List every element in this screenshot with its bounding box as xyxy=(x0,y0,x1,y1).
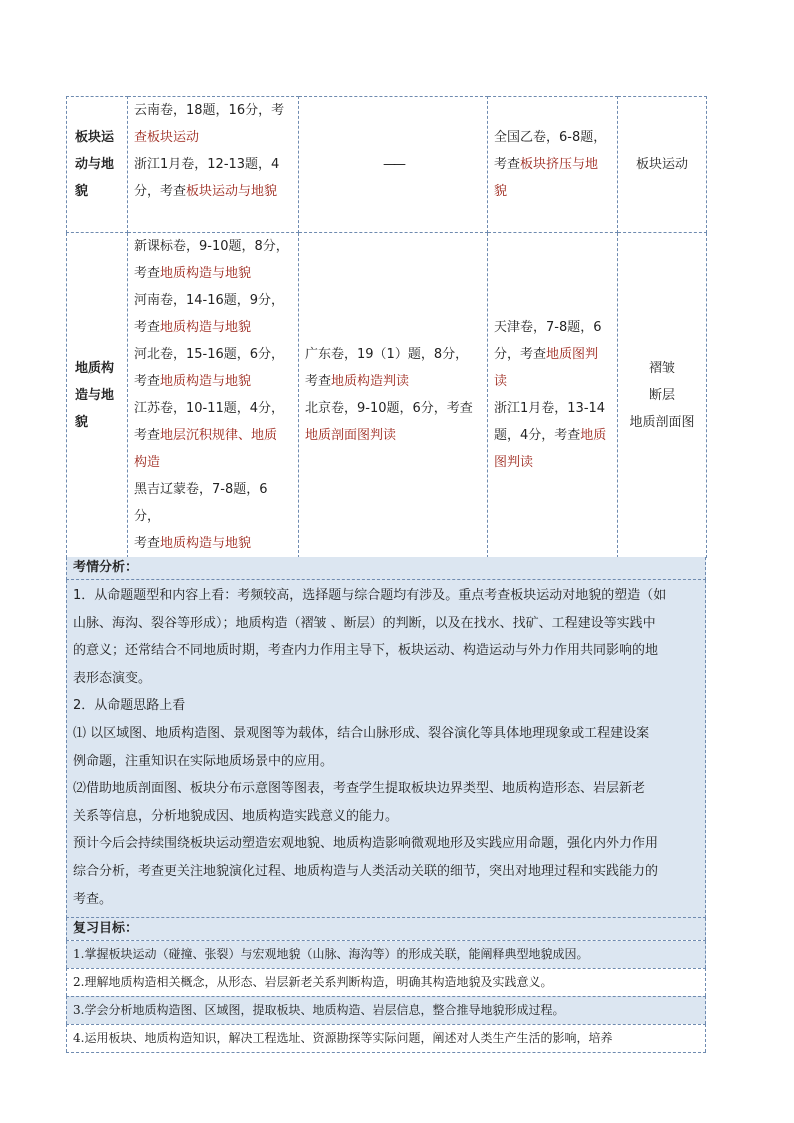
cell-line xyxy=(134,395,292,422)
cell-line xyxy=(305,341,481,368)
exam-list-cell xyxy=(299,233,488,558)
table-row xyxy=(67,97,707,233)
cell-line xyxy=(134,287,292,314)
analysis-line: ⑵借助地质剖面图、板块分布示意图等图表，考查学生提取板块边界类型、地质构造形态、岩层新老 xyxy=(73,781,646,797)
cell-line xyxy=(494,151,611,178)
cell-line xyxy=(494,449,611,476)
cell-line xyxy=(134,233,292,260)
category-label: 板块运动与地貌 xyxy=(75,130,115,199)
focus-cell xyxy=(618,97,707,233)
highlight-text: 构造 xyxy=(134,455,161,470)
line-text: 黑吉辽蒙卷，7-8题，6分， xyxy=(134,482,268,524)
cell-line xyxy=(305,422,481,449)
line-text: 浙江1月卷，13-14 xyxy=(494,401,606,416)
line-text: 考查 xyxy=(134,536,161,551)
goal-item: 4.运用板块、地质构造知识，解决工程选址、资源勘探等实际问题，阐述对人类生产生活的影响，培养 xyxy=(66,1024,706,1052)
line-text: 河南卷，14-16题，9分， xyxy=(134,293,285,308)
exam-list-cell xyxy=(128,233,299,558)
cell-line xyxy=(494,178,611,205)
line-text: 天津卷，7-8题，6 xyxy=(494,320,602,335)
category-cell xyxy=(67,97,128,233)
line-text: 云南卷，18题，16分，考 xyxy=(134,103,285,118)
analysis-body xyxy=(66,580,706,918)
cell-line xyxy=(134,97,292,124)
highlight-text: 板块运动与地貌 xyxy=(186,184,278,199)
line-text: 河北卷，15-16题，6分， xyxy=(134,347,285,362)
focus-item: 断层 xyxy=(648,387,675,403)
line-text: 题，4分，考查 xyxy=(494,428,581,443)
category-cell xyxy=(67,233,128,558)
analysis-line: 例命题，注重知识在实际地质场景中的应用。 xyxy=(73,753,334,769)
table-row xyxy=(67,233,707,558)
cell-line xyxy=(494,341,611,368)
analysis-line: 关系等信息，分析地貌成因、地质构造实践意义的能力。 xyxy=(73,808,399,824)
highlight-text: 地质剖面图判读 xyxy=(305,428,397,443)
highlight-text: 地质构造与地貌 xyxy=(160,266,252,281)
goals-heading: 复习目标： xyxy=(66,918,706,940)
exam-list-cell xyxy=(299,97,488,233)
analysis-heading: 考情分析： xyxy=(66,557,706,580)
focus-cell xyxy=(618,233,707,558)
exam-list-cell xyxy=(488,233,618,558)
cell-line xyxy=(134,151,292,178)
cell-line xyxy=(305,395,481,422)
line-text: 考查 xyxy=(134,428,161,443)
cell-line xyxy=(134,368,292,395)
analysis-line: 2．从命题思路上看 xyxy=(73,698,186,714)
cell-line xyxy=(134,124,292,151)
cell-line xyxy=(494,395,611,422)
cell-line xyxy=(134,530,292,557)
exam-list-cell xyxy=(128,97,299,233)
highlight-text: 地质图判 xyxy=(546,347,599,362)
highlight-text: 地层沉积规律、地质 xyxy=(160,428,278,443)
line-text: 分，考查 xyxy=(494,347,547,362)
analysis-line: ⑴ 以区域图、地质构造图、景观图等为载体，结合山脉形成、裂谷演化等具体地理现象或工程建设案 xyxy=(73,725,650,741)
exam-table xyxy=(66,96,707,558)
cell-line xyxy=(134,341,292,368)
cell-line xyxy=(134,314,292,341)
analysis-line: 综合分析，考查更关注地貌演化过程、地质构造与人类活动关联的细节，突出对地理过程和实践能力的 xyxy=(73,863,659,879)
document-sheet xyxy=(66,96,706,1053)
highlight-text: 地质构造判读 xyxy=(331,374,410,389)
analysis-line: 的意义；还常结合不同地质时期，考查内力作用主导下，板块运动、构造运动与外力作用共同影响的地 xyxy=(73,643,659,659)
focus-item: 地质剖面图 xyxy=(629,414,695,430)
cell-line xyxy=(134,449,292,476)
focus-item: 板块运动 xyxy=(635,157,688,172)
highlight-text: 查板块运动 xyxy=(134,130,200,145)
cell-line xyxy=(494,314,611,341)
cell-line xyxy=(134,178,292,205)
line-text: 分，考查 xyxy=(134,184,187,199)
line-text: 考查 xyxy=(134,266,161,281)
line-text: 广东卷，19（1）题，8分， xyxy=(305,347,469,362)
highlight-text: 地质构造与地貌 xyxy=(160,536,252,551)
highlight-text: 读 xyxy=(494,374,508,389)
goals-list xyxy=(66,940,706,1053)
line-text: 考查 xyxy=(134,320,161,335)
line-text: 浙江1月卷，12-13题，4 xyxy=(134,157,280,172)
highlight-text: 地质构造与地貌 xyxy=(160,320,252,335)
analysis-line: 预计今后会持续围绕板块运动塑造宏观地貌、地质构造影响微观地形及实践应用命题，强化内外力作用 xyxy=(73,836,659,852)
goal-item: 2.理解地质构造相关概念，从形态、岩层新老关系判断构造，明确其构造地貌及实践意义。 xyxy=(66,968,706,996)
category-label: 地质构造与地貌 xyxy=(75,360,115,430)
analysis-line: 1．从命题题型和内容上看：考频较高，选择题与综合题均有涉及。重点考查板块运动对地貌的塑造（如 xyxy=(73,588,667,603)
line-text: 全国乙卷，6-8题， xyxy=(494,130,607,145)
highlight-text: 板块挤压与地 xyxy=(520,157,599,172)
goal-item: 1.掌握板块运动（碰撞、张裂）与宏观地貌（山脉、海沟等）的形成关联，能阐释典型地貌成因。 xyxy=(66,941,706,968)
line-text: 新课标卷，9-10题，8分， xyxy=(134,239,289,254)
analysis-line: 山脉、海沟、裂谷等形成）；地质构造（褶皱 、断层）的判断，以及在找水、找矿、工程建设等实践中 xyxy=(73,615,656,631)
cell-line xyxy=(134,260,292,287)
cell-line xyxy=(305,368,481,395)
empty-dash: —— xyxy=(383,157,403,172)
line-text: 考查 xyxy=(305,374,332,389)
line-text: 考查 xyxy=(134,374,161,389)
focus-item: 褶皱 xyxy=(648,360,675,376)
highlight-text: 地质构造与地貌 xyxy=(160,374,252,389)
line-text: 考查 xyxy=(494,157,521,172)
line-text: 江苏卷，10-11题，4分， xyxy=(134,401,285,416)
analysis-line: 考查。 xyxy=(73,891,113,907)
line-text: 北京卷，9-10题，6分，考查 xyxy=(305,401,473,416)
highlight-text: 图判读 xyxy=(494,455,534,470)
cell-line xyxy=(134,476,292,530)
cell-line xyxy=(134,422,292,449)
exam-list-cell xyxy=(488,97,618,233)
highlight-text: 貌 xyxy=(494,184,508,199)
cell-line xyxy=(494,368,611,395)
highlight-text: 地质 xyxy=(580,428,607,443)
cell-line xyxy=(494,124,611,151)
analysis-line: 表形态演变。 xyxy=(73,670,152,686)
cell-line xyxy=(494,422,611,449)
goal-item: 3.学会分析地质构造图、区域图，提取板块、地质构造、岩层信息，整合推导地貌形成过程。 xyxy=(66,996,706,1024)
